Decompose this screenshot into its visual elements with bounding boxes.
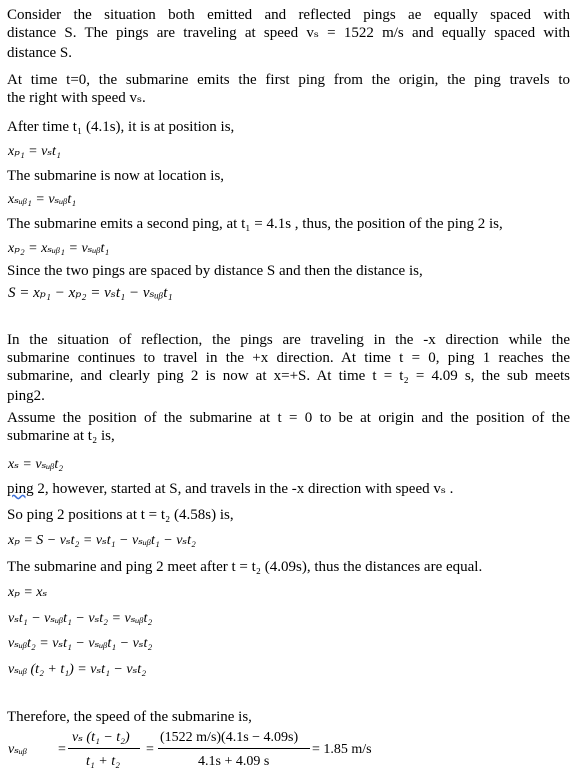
equation-submarine-at-t2: xₛ = vₛᵤᵦt₂	[8, 457, 64, 472]
spelling-flagged-word: ping	[7, 481, 34, 497]
equation-step-2: vₛᵤᵦt₂ = vₛt₁ − vₛᵤᵦt₁ − vₛt₂	[8, 636, 153, 651]
text-line: the right with speed vₛ.	[7, 90, 146, 106]
equation-step-3: vₛᵤᵦ (t₂ + t₁) = vₛt₁ − vₛt₂	[8, 662, 147, 677]
text-line: distance S. The pings are traveling at speed vₛ = 1522 m/s and equally spaced with	[7, 25, 570, 41]
text-line: So ping 2 positions at t = t₂ (4.58s) is,	[7, 507, 234, 523]
equation-ping1-position: xₚ₁ = vₛt₁	[8, 144, 61, 159]
equation-ping2-position: xₚ₂ = xₛᵤᵦ₁ = vₛᵤᵦt₁	[8, 241, 110, 256]
text-line: Since the two pings are spaced by distance S and then the distance is,	[7, 263, 423, 279]
text-line: Therefore, the speed of the submarine is,	[7, 709, 252, 725]
text-line: Assume the position of the submarine at t = 0 to be at origin and the position of the	[7, 410, 570, 426]
equation-submarine-position: xₛᵤᵦ₁ = vₛᵤᵦt₁	[8, 192, 77, 207]
text-line: At time t=0, the submarine emits the first ping from the origin, the ping travels to	[7, 72, 570, 88]
fraction-2-bar	[158, 748, 310, 749]
final-result: = 1.85 m/s	[312, 742, 372, 757]
equals-sign: =	[58, 742, 66, 757]
text-line: ping2.	[7, 388, 45, 404]
lhs-speed-symbol: vₛᵤᵦ	[8, 742, 28, 757]
equals-sign: =	[146, 742, 154, 757]
fraction-1-numerator: vₛ (t₁ − t₂)	[72, 730, 130, 745]
text-line	[7, 480, 453, 498]
fraction-1-denominator: t₁ + t₂	[86, 754, 120, 769]
text-line: After time t₁ (4.1s), it is at position is,	[7, 119, 235, 135]
text-line: Consider the situation both emitted and reflected pings ae equally spaced with	[7, 7, 570, 23]
text-line: The submarine is now at location is,	[7, 168, 225, 184]
fraction-2-numerator: (1522 m/s)(4.1s − 4.09s)	[160, 730, 299, 745]
fraction-2-denominator: 4.1s + 4.09 s	[198, 754, 270, 769]
equation-step-1: vₛt₁ − vₛᵤᵦt₁ − vₛt₂ = vₛᵤᵦt₂	[8, 611, 153, 626]
text-line: submarine continues to travel in the +x direction. At time t = 0, ping 1 reaches the	[7, 350, 570, 366]
text-line: distance S.	[7, 45, 72, 61]
equation-distance-s: S = xₚ₁ − xₚ₂ = vₛt₁ − vₛᵤᵦt₁	[8, 285, 173, 301]
fraction-1-bar	[68, 748, 140, 749]
text-line: In the situation of reflection, the pings are traveling in the -x direction while the	[7, 332, 570, 348]
text-line: The submarine emits a second ping, at t₁ = 4.1s , thus, the position of the ping 2 is,	[7, 216, 503, 232]
text-line: submarine, and clearly ping 2 is now at x=+S. At time t = t₂ = 4.09 s, the sub meets	[7, 368, 570, 384]
equation-distances-equal: xₚ = xₛ	[8, 585, 48, 600]
text-span: 2, however, started at S, and travels in the -x direction with speed vₛ .	[33, 481, 454, 497]
text-line: submarine at t₂ is,	[7, 428, 115, 444]
equation-ping2-at-t2: xₚ = S − vₛt₂ = vₛt₁ − vₛᵤᵦt₁ − vₛt₂	[8, 533, 196, 548]
text-line: The submarine and ping 2 meet after t = t₂ (4.09s), thus the distances are equal.	[7, 559, 483, 575]
